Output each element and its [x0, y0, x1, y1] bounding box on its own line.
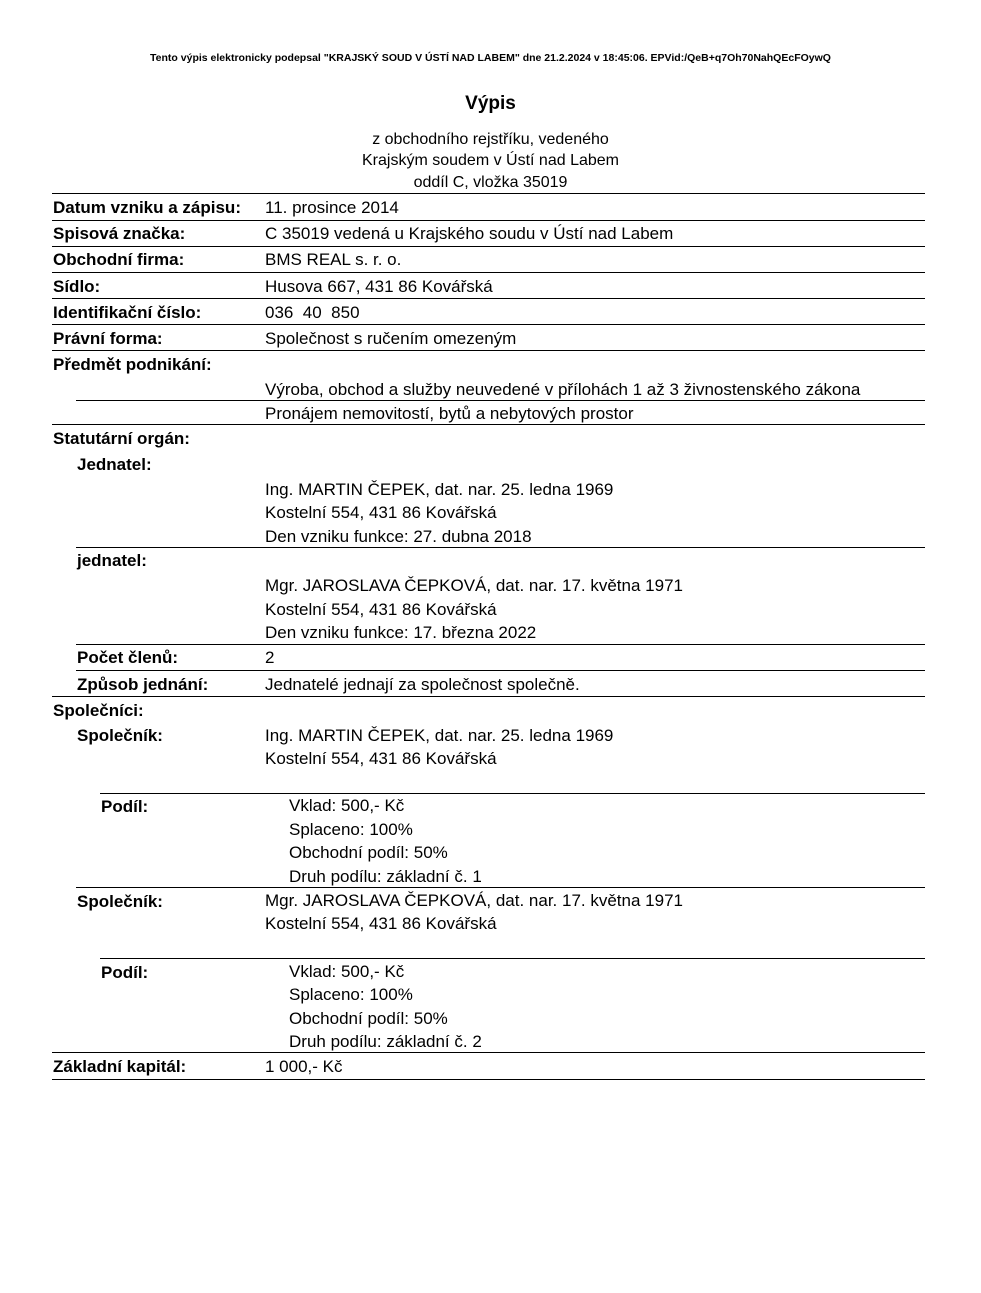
divider	[100, 958, 925, 959]
divider	[100, 793, 925, 794]
capital-value: 1 000,- Kč	[265, 1057, 343, 1076]
partner-1-label: Společník:	[77, 726, 163, 745]
statutory-label: Statutární orgán:	[53, 429, 190, 448]
business-item-2: Pronájem nemovitostí, bytů a nebytových prostor	[265, 404, 634, 423]
seat-label: Sídlo:	[53, 277, 101, 296]
partner-1-share-type: Druh podílu: základní č. 1	[289, 867, 482, 886]
member-count-value: 2	[265, 648, 275, 667]
executive-2-since: Den vzniku funkce: 17. března 2022	[265, 623, 537, 642]
business-item-1: Výroba, obchod a služby neuvedené v přílohách 1 až 3 živnostenského zákona	[265, 380, 861, 399]
divider	[52, 696, 925, 697]
divider	[52, 298, 925, 299]
seat-value: Husova 667, 431 86 Kovářská	[265, 277, 493, 296]
company-name-value: BMS REAL s. r. o.	[265, 250, 402, 269]
divider	[76, 547, 925, 548]
divider	[52, 324, 925, 325]
partner-2-deposit: Vklad: 500,- Kč	[289, 962, 405, 981]
registration-date-label: Datum vzniku a zápisu:	[53, 198, 241, 217]
divider	[76, 644, 925, 645]
partners-label: Společníci:	[53, 701, 144, 720]
id-number-label: Identifikační číslo:	[53, 303, 202, 322]
partner-2-share-label: Podíl:	[101, 963, 149, 982]
subtitle-line-1: z obchodního rejstříku, vedeného	[372, 131, 609, 148]
executive-2-name: Mgr. JAROSLAVA ČEPKOVÁ, dat. nar. 17. května 1971	[265, 576, 683, 595]
file-number-value: C 35019 vedená u Krajského soudu v Ústí nad Labem	[265, 224, 674, 243]
divider	[52, 272, 925, 273]
partner-1-share-label: Podíl:	[101, 797, 149, 816]
partner-1-paid: Splaceno: 100%	[289, 820, 413, 839]
divider	[52, 350, 925, 351]
legal-form-value: Společnost s ručením omezeným	[265, 329, 517, 348]
member-count-label: Počet členů:	[77, 648, 179, 667]
partner-2-name: Mgr. JAROSLAVA ČEPKOVÁ, dat. nar. 17. května 1971	[265, 891, 683, 910]
executive-1-label: Jednatel:	[77, 455, 152, 474]
partner-2-paid: Splaceno: 100%	[289, 985, 413, 1004]
id-number-value: 036 40 850	[265, 303, 360, 322]
partner-2-label: Společník:	[77, 892, 163, 911]
electronic-signature-note: Tento výpis elektronicky podepsal "KRAJSKÝ SOUD V ÚSTÍ NAD LABEM" dne 21.2.2024 v 18:45:06. EPVid:/QeB+q7Oh70NahQEcFOywQ	[150, 52, 831, 64]
executive-1-address: Kostelní 554, 431 86 Kovářská	[265, 503, 497, 522]
divider	[76, 670, 925, 671]
divider	[52, 246, 925, 247]
company-name-label: Obchodní firma:	[53, 250, 185, 269]
divider	[52, 1079, 925, 1080]
executive-1-since: Den vzniku funkce: 27. dubna 2018	[265, 527, 532, 546]
business-label: Předmět podnikání:	[53, 355, 212, 374]
acting-value: Jednatelé jednají za společnost společně.	[265, 675, 580, 694]
divider	[52, 424, 925, 425]
partner-1-name: Ing. MARTIN ČEPEK, dat. nar. 25. ledna 1969	[265, 726, 614, 745]
partner-2-address: Kostelní 554, 431 86 Kovářská	[265, 914, 497, 933]
page-title: Výpis	[465, 93, 516, 114]
file-number-label: Spisová značka:	[53, 224, 186, 243]
executive-2-address: Kostelní 554, 431 86 Kovářská	[265, 600, 497, 619]
capital-label: Základní kapitál:	[53, 1057, 187, 1076]
partner-2-share-type: Druh podílu: základní č. 2	[289, 1032, 482, 1051]
divider	[52, 220, 925, 221]
partner-2-business-share: Obchodní podíl: 50%	[289, 1009, 448, 1028]
subtitle-line-3: oddíl C, vložka 35019	[413, 174, 568, 191]
registration-date-value: 11. prosince 2014	[265, 198, 399, 217]
divider	[52, 1052, 925, 1053]
executive-2-label: jednatel:	[77, 551, 147, 570]
partner-1-deposit: Vklad: 500,- Kč	[289, 796, 405, 815]
subtitle-line-2: Krajským soudem v Ústí nad Labem	[362, 152, 619, 169]
divider	[52, 193, 925, 194]
divider	[76, 400, 925, 401]
acting-label: Způsob jednání:	[77, 675, 209, 694]
legal-form-label: Právní forma:	[53, 329, 163, 348]
divider	[76, 887, 925, 888]
partner-1-business-share: Obchodní podíl: 50%	[289, 843, 448, 862]
executive-1-name: Ing. MARTIN ČEPEK, dat. nar. 25. ledna 1969	[265, 480, 614, 499]
partner-1-address: Kostelní 554, 431 86 Kovářská	[265, 749, 497, 768]
